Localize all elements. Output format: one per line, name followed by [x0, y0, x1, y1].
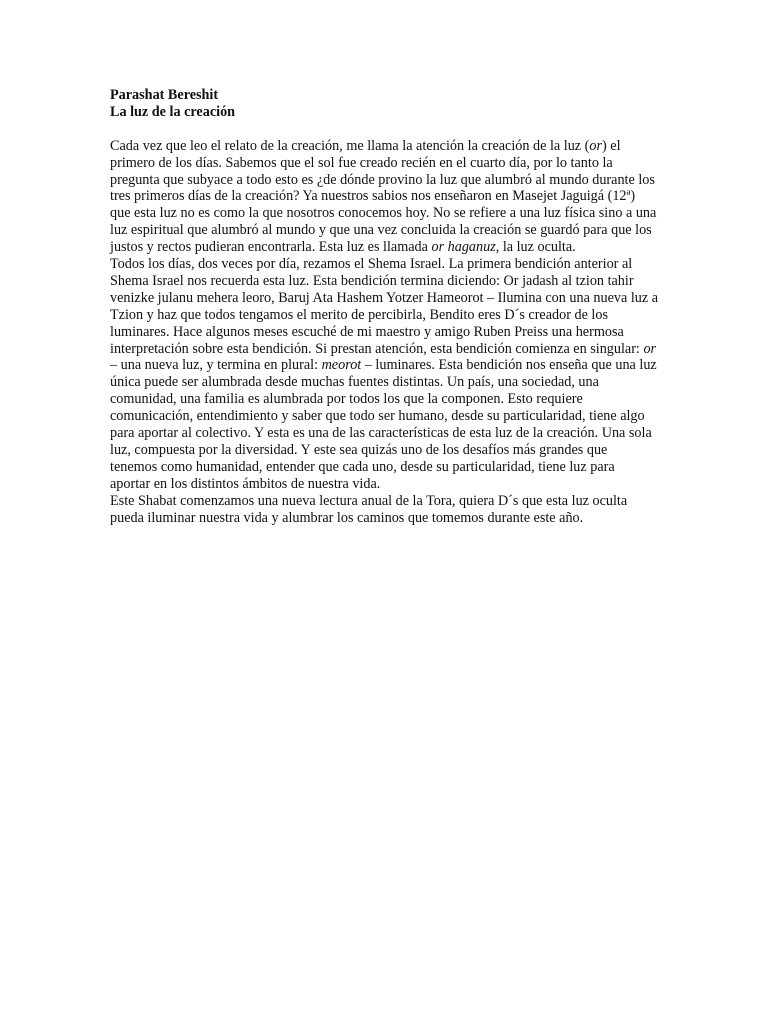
document-body: [110, 87, 658, 527]
paragraph-1-italic-or: or: [589, 137, 602, 154]
paragraph-1-text-c: ) el primero de los días. Sabemos que el sol fue creado recién en el cuarto día, por lo tanto la pregunta que subyace a todo esto es ¿de dónde provino la luz que alumbró al mundo durante los tres primeros días de la creación? Ya nuestros sabios nos enseñaron en Masejet Jaguigá (12ª) que esta luz no es como la que nosotros conocemos hoy. No se refiere a una luz física sino a una luz espiritual que alumbró al mundo y que una vez concluida la creación se guardó para que los justos y rectos pudieran encontrarla. Esta luz es llamada: [110, 137, 657, 256]
blank-line: [110, 121, 658, 138]
paragraph-2-text-c: – una nueva luz, y termina en plural:: [110, 357, 322, 374]
paragraph-1: [110, 138, 658, 256]
paragraph-1-text-e: , la luz oculta.: [495, 239, 576, 256]
document-title: Parashat Bereshit: [110, 87, 219, 103]
paragraph-1-text-a: Cada vez que leo el relato de la creación, me llama la atención la creación de la luz (: [110, 137, 590, 154]
paragraph-2-italic-meorot: meorot: [321, 357, 362, 374]
paragraph-1-italic-or-haganuz: or haganuz: [431, 239, 496, 256]
paragraph-2: [110, 256, 658, 493]
paragraph-2-text-a: Todos los días, dos veces por día, rezamos el Shema Israel. La primera bendición anterior al Shema Israel nos recuerda esta luz. Esta bendición termina diciendo: Or jadash al tzion tahir venizke julanu mehera leoro, Baruj Ata Hashem Yotzer Hameorot – Ilumina con una nueva luz a Tzion y haz que todos tengamos el merito de percibirla, Bendito eres D´s creador de los luminares. Hace algunos meses escuché de mi maestro y amigo Ruben Preiss una hermosa interpretación sobre esta bendición. Si prestan atención, esta bendición comienza en singular:: [110, 256, 659, 357]
document-subtitle: La luz de la creación: [110, 103, 236, 120]
paragraph-2-italic-or: or: [643, 340, 657, 357]
paragraph-2-text-e: – luminares. Esta bendición nos enseña que una luz única puede ser alumbrada desde muchas fuentes distintas. Un país, una sociedad, una comunidad, una familia es alumbrada por todos los que la componen. Esto requiere comunicación, entendimiento y saber que todo ser humano, desde su particularidad, tiene algo para aportar al colectivo. Y esta es una de las características de esta luz de la creación. Una sola luz, compuesta por la diversidad. Y este sea quizás uno de los desafíos más grandes que tenemos como humanidad, entender que cada uno, desde su particularidad, tiene luz para aportar en los distintos ámbitos de nuestra vida.: [110, 357, 657, 492]
paragraph-3: Este Shabat comenzamos una nueva lectura anual de la Tora, quiera D´s que esta luz oculta pueda iluminar nuestra vida y alumbrar los caminos que tomemos durante este año.: [110, 492, 628, 526]
